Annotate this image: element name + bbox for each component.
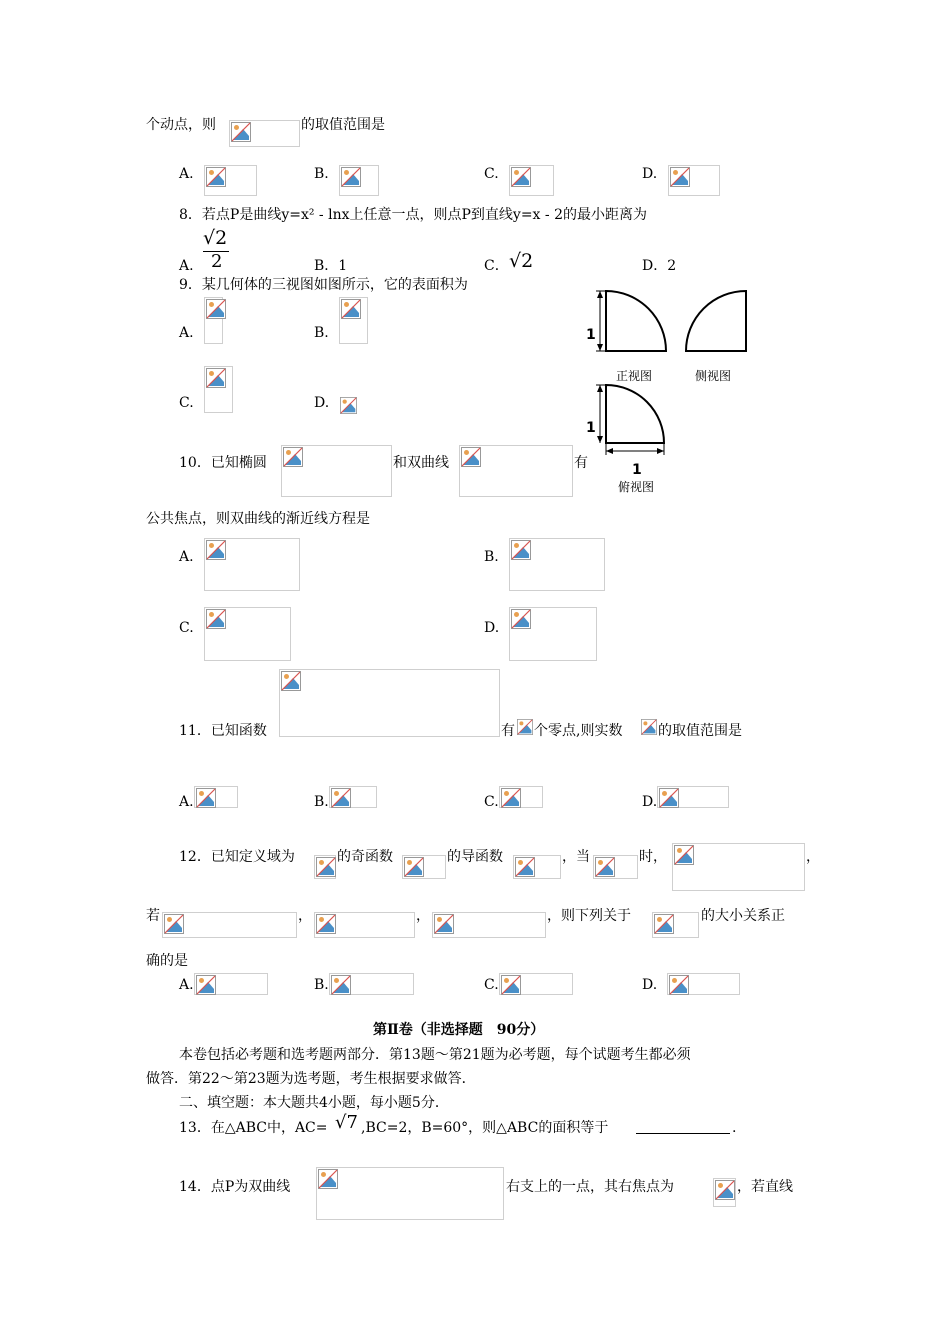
- q10-stem-c: 有: [574, 455, 588, 471]
- formula-image: [459, 445, 573, 497]
- q8-opt-a-denominator: 2: [211, 251, 223, 272]
- image-placeholder-icon: [654, 914, 674, 934]
- q10-opt-b: B.: [484, 549, 499, 565]
- image-placeholder-icon: [164, 914, 184, 934]
- formula-image: [593, 855, 638, 879]
- q11-stem-a: 11．已知函数: [179, 723, 267, 739]
- formula-image: [432, 912, 546, 938]
- formula-image: [499, 786, 543, 808]
- q11-opt-b: B.: [314, 794, 329, 810]
- q14-stem-a: 14．点P为双曲线: [179, 1179, 291, 1195]
- q12-stem-a: 12．已知定义域为: [179, 849, 295, 865]
- image-placeholder-icon: [196, 975, 216, 995]
- top-dim-label-h: 1: [632, 462, 642, 478]
- q8-opt-c-value: √2: [509, 250, 534, 272]
- q7-opt-b: B.: [314, 166, 329, 182]
- q9-stem: 9．某几何体的三视图如图所示，它的表面积为: [179, 277, 468, 293]
- image-placeholder-icon: [501, 788, 521, 808]
- image-placeholder-icon: [316, 857, 336, 877]
- q12-stem-d: ，当: [562, 849, 590, 865]
- front-view-label: 正视图: [616, 369, 653, 383]
- image-placeholder-icon: [206, 609, 226, 629]
- image-placeholder-icon: [331, 788, 351, 808]
- q12-stem-f: ，: [806, 849, 820, 865]
- image-placeholder-icon: [641, 719, 657, 735]
- image-placeholder-icon: [461, 447, 481, 467]
- q10-opt-c: C.: [179, 620, 194, 636]
- formula-image: [194, 973, 268, 995]
- image-placeholder-icon: [674, 845, 694, 865]
- formula-image: [513, 855, 561, 879]
- formula-image: [339, 165, 379, 196]
- image-placeholder-icon: [404, 857, 424, 877]
- image-placeholder-icon: [196, 788, 216, 808]
- image-placeholder-icon: [341, 299, 361, 319]
- formula-image: [339, 397, 358, 414]
- image-placeholder-icon: [283, 447, 303, 467]
- image-placeholder-icon: [659, 788, 679, 808]
- formula-image: [657, 786, 729, 808]
- image-placeholder-icon: [515, 857, 535, 877]
- image-placeholder-icon: [511, 609, 531, 629]
- front-view-shape: [606, 291, 666, 351]
- formula-image: [499, 973, 573, 995]
- q10-stem-b: 和双曲线: [393, 455, 449, 471]
- image-placeholder-icon: [517, 719, 533, 735]
- image-placeholder-icon: [231, 122, 251, 142]
- section-heading: 二、填空题：本大题共4小题，每小题5分．: [179, 1095, 449, 1111]
- part2-intro-line2: 做答．第22～第23题为选考题，考生根据要求做答．: [146, 1071, 476, 1087]
- q11-opt-c: C.: [484, 794, 499, 810]
- q12-line2-b: ，: [298, 908, 312, 924]
- image-placeholder-icon: [318, 1169, 338, 1189]
- q9-opt-a: A.: [179, 325, 194, 341]
- q12-opt-b: B.: [314, 977, 329, 993]
- formula-image: [314, 912, 415, 938]
- image-placeholder-icon: [341, 167, 361, 187]
- image-placeholder-icon: [340, 397, 357, 414]
- formula-image: [204, 366, 233, 413]
- image-placeholder-icon: [206, 540, 226, 560]
- image-placeholder-icon: [501, 975, 521, 995]
- q11-opt-a: A.: [179, 794, 194, 810]
- q11-stem-b: 有: [501, 723, 515, 739]
- q11-stem-d: 的取值范围是: [658, 723, 742, 739]
- formula-image: [204, 538, 300, 591]
- formula-image: [314, 855, 336, 879]
- q13-stem-a: 13．在△ABC中，AC=: [179, 1120, 328, 1136]
- formula-image: [194, 786, 238, 808]
- q13-sqrt7: √7: [335, 1112, 358, 1133]
- q11-opt-d: D.: [642, 794, 658, 810]
- image-placeholder-icon: [316, 914, 336, 934]
- q7-stem-a: 个动点，则: [146, 117, 216, 133]
- formula-image: [329, 786, 377, 808]
- q7-stem-b: 的取值范围是: [301, 117, 385, 133]
- q13-stem-c: .: [732, 1120, 737, 1136]
- formula-image: [329, 973, 414, 995]
- image-placeholder-icon: [206, 167, 226, 187]
- formula-image: [652, 912, 699, 938]
- q12-line2-d: ，则下列关于: [547, 908, 631, 924]
- formula-image: [509, 538, 605, 591]
- q14-stem-b: 右支上的一点，其右焦点为: [506, 1179, 674, 1195]
- image-placeholder-icon: [206, 299, 226, 319]
- q12-line2-e: 的大小关系正: [701, 908, 785, 924]
- q10-stem-a: 10．已知椭圆: [179, 455, 267, 471]
- q12-opt-d: D.: [642, 977, 658, 993]
- image-placeholder-icon: [281, 671, 301, 691]
- q8-stem: 8．若点P是曲线y=x² - lnx上任意一点，则点P到直线y=x - 2的最小距离为: [179, 207, 647, 223]
- q7-opt-c: C.: [484, 166, 499, 182]
- formula-image: [281, 445, 392, 497]
- image-placeholder-icon: [715, 1180, 735, 1200]
- formula-image: [204, 165, 257, 196]
- formula-image: [316, 1167, 504, 1220]
- q10-opt-d: D.: [484, 620, 500, 636]
- q10-stem-d: 公共焦点，则双曲线的渐近线方程是: [146, 511, 370, 527]
- image-placeholder-icon: [670, 167, 690, 187]
- formula-image: [668, 165, 720, 196]
- image-placeholder-icon: [669, 975, 689, 995]
- side-view-shape: [686, 291, 746, 351]
- three-view-diagram: [580, 285, 760, 500]
- formula-image: [509, 165, 554, 196]
- q8-opt-c-label: C．: [484, 258, 509, 274]
- formula-image: [229, 120, 300, 147]
- q8-opt-a-label: A.: [179, 258, 194, 274]
- answer-blank[interactable]: [636, 1133, 730, 1134]
- q9-opt-b: B.: [314, 325, 329, 341]
- image-placeholder-icon: [206, 368, 226, 388]
- image-placeholder-icon: [331, 975, 351, 995]
- q7-opt-a: A.: [179, 166, 194, 182]
- q7-opt-d: D.: [642, 166, 658, 182]
- formula-image: [204, 297, 223, 344]
- top-view-label: 俯视图: [618, 480, 655, 494]
- q13-stem-b: ,BC=2，B=60°，则△ABC的面积等于: [361, 1120, 609, 1136]
- image-placeholder-icon: [511, 167, 531, 187]
- q10-opt-a: A.: [179, 549, 194, 565]
- q12-stem-c: 的导函数: [447, 849, 503, 865]
- q9-opt-d: D.: [314, 395, 330, 411]
- q11-stem-c: 个零点,则实数: [534, 723, 623, 739]
- formula-image: [672, 843, 805, 891]
- formula-image: [667, 973, 740, 995]
- q12-opt-c: C.: [484, 977, 499, 993]
- q12-line2-c: ，: [416, 908, 430, 924]
- image-placeholder-icon: [595, 857, 615, 877]
- q12-stem-b: 的奇函数: [337, 849, 393, 865]
- q9-opt-c: C.: [179, 395, 194, 411]
- side-view-label: 侧视图: [695, 369, 732, 383]
- formula-image: [402, 855, 446, 879]
- top-view-shape: [606, 385, 664, 443]
- front-dim-label: 1: [586, 327, 596, 343]
- image-placeholder-icon: [434, 914, 454, 934]
- formula-image: [279, 669, 500, 737]
- formula-image: [509, 607, 597, 661]
- part2-intro-line1: 本卷包括必考题和选考题两部分．第13题～第21题为必考题，每个试题考生都必须: [179, 1047, 691, 1063]
- q12-opt-a: A.: [179, 977, 194, 993]
- q12-line2-a: 若: [146, 908, 160, 924]
- q8-opt-a-numerator: √2: [203, 227, 228, 249]
- q8-opt-d: D．2: [642, 258, 677, 274]
- formula-image: [162, 912, 297, 938]
- q14-stem-c: ，若直线: [737, 1179, 793, 1195]
- top-dim-label-v: 1: [586, 420, 596, 436]
- formula-image: [204, 607, 291, 661]
- q12-stem-e: 时，: [639, 849, 667, 865]
- formula-image: [339, 297, 368, 344]
- part2-title: 第Ⅱ卷（非选择题 90分）: [373, 1022, 545, 1038]
- q8-opt-b: B．1: [314, 258, 348, 274]
- formula-image: [713, 1178, 736, 1207]
- image-placeholder-icon: [511, 540, 531, 560]
- q12-line3: 确的是: [146, 953, 188, 969]
